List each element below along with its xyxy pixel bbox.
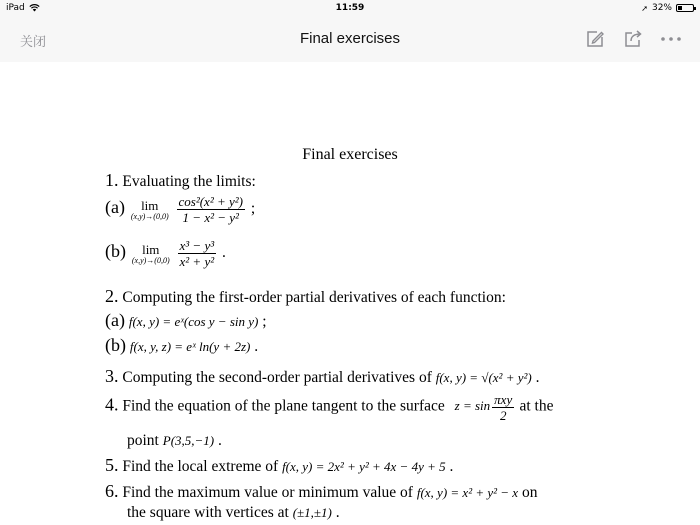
question-1a: (a) lim (x,y)→(0,0) $\frac{\text{cos²(x² + y²)}}{\text{1 − x² − y²}}$ ;: [105, 194, 256, 225]
status-bar: [0, 0, 700, 16]
numerator: πxy: [494, 392, 513, 407]
share-icon: [623, 29, 643, 49]
question-text: Evaluating the limits:: [122, 173, 256, 190]
question-number: 3.: [105, 366, 119, 386]
denominator: 2: [499, 408, 507, 423]
question-number: 2.: [105, 286, 119, 306]
question-number: 5.: [105, 455, 119, 475]
part-label: (a): [105, 310, 125, 330]
edit-icon: [585, 29, 605, 49]
formula: f(x, y) = 2x² + y² + 4x − 4y + 5: [282, 459, 446, 474]
fraction: [177, 194, 246, 225]
formula: f(x, y, z) = eˣ ln(y + 2z): [129, 339, 251, 354]
question-2a: (a) f(x, y) = eˣ(cos y − sin y) ;: [105, 310, 267, 330]
fraction: [178, 238, 217, 269]
numerator: cos²(x² + y²): [178, 194, 243, 209]
part-label: (a): [105, 197, 125, 218]
question-1: [105, 170, 256, 191]
fraction: [492, 392, 514, 423]
question-4-cont: point P(3,5,−1) .: [127, 432, 222, 449]
battery-percent: 32%: [651, 3, 672, 13]
document-title: Final exercises: [302, 146, 398, 163]
formula: f(x, y) = x² + y² − x: [416, 485, 519, 500]
denominator: x² + y²: [179, 254, 215, 269]
question-3: 3. Computing the second-order partial derivatives of f(x, y) = √(x² + y²) .: [105, 366, 540, 386]
question-number: 4.: [105, 394, 119, 415]
question-text: Find the equation of the plane tangent to the surface: [122, 397, 445, 415]
question-2: [105, 286, 506, 307]
question-text: Computing the first-order partial derivatives of each function:: [122, 289, 506, 306]
more-button[interactable]: [660, 28, 682, 50]
part-label: (b): [105, 241, 126, 262]
formula: f(x, y) = eˣ(cos y − sin y): [128, 314, 259, 329]
battery-icon: [676, 4, 694, 12]
question-number: 1.: [105, 170, 119, 190]
location-arrow-icon: ➚: [641, 3, 648, 13]
question-text: Computing the second-order partial derivatives of: [122, 369, 432, 386]
denominator: 1 − x² − y²: [182, 210, 239, 225]
nav-title: Final exercises: [299, 30, 401, 47]
question-text: Find the local extreme of: [122, 458, 279, 475]
more-icon: [660, 36, 682, 42]
nav-bar: [0, 16, 700, 62]
share-button[interactable]: [622, 28, 644, 50]
question-2b: (b) f(x, y, z) = eˣ ln(y + 2z) .: [105, 335, 259, 355]
edit-button[interactable]: [584, 28, 606, 50]
part-label: (b): [105, 335, 126, 355]
document-view[interactable]: [0, 62, 700, 525]
numerator: x³ − y³: [179, 238, 215, 253]
formula: (±1,±1): [292, 505, 332, 520]
limit-operator: lim (x,y)→(0,0): [130, 197, 169, 221]
question-number: 6.: [105, 481, 119, 501]
question-4: 4. Find the equation of the plane tangent to the surface z = sin $\frac{\text{πxy}}{2}$ at the: [105, 392, 554, 423]
question-5: 5. Find the local extreme of f(x, y) = 2x² + y² + 4x − 4y + 5 .: [105, 455, 454, 475]
formula: P(3,5,−1): [162, 433, 215, 448]
battery-fill: [678, 6, 682, 10]
status-time: 11:59: [335, 3, 365, 13]
formula: f(x, y) = √(x² + y²): [435, 370, 532, 385]
device-label: iPad: [6, 3, 25, 13]
question-text: Find the maximum value or minimum value of: [122, 484, 413, 501]
question-6: 6. Find the maximum value or minimum value of f(x, y) = x² + y² − x on: [105, 481, 538, 501]
limit-operator: lim (x,y)→(0,0): [131, 241, 170, 265]
close-button[interactable]: 关闭: [20, 31, 46, 50]
formula: z = sin $\frac{\text{πxy}}{2}$: [454, 392, 513, 423]
question-1b: (b) lim (x,y)→(0,0) $\frac{\text{x³ − y³}}{\text{x² + y²}}$ .: [105, 238, 226, 269]
question-6-cont: the square with vertices at (±1,±1) .: [127, 504, 340, 521]
